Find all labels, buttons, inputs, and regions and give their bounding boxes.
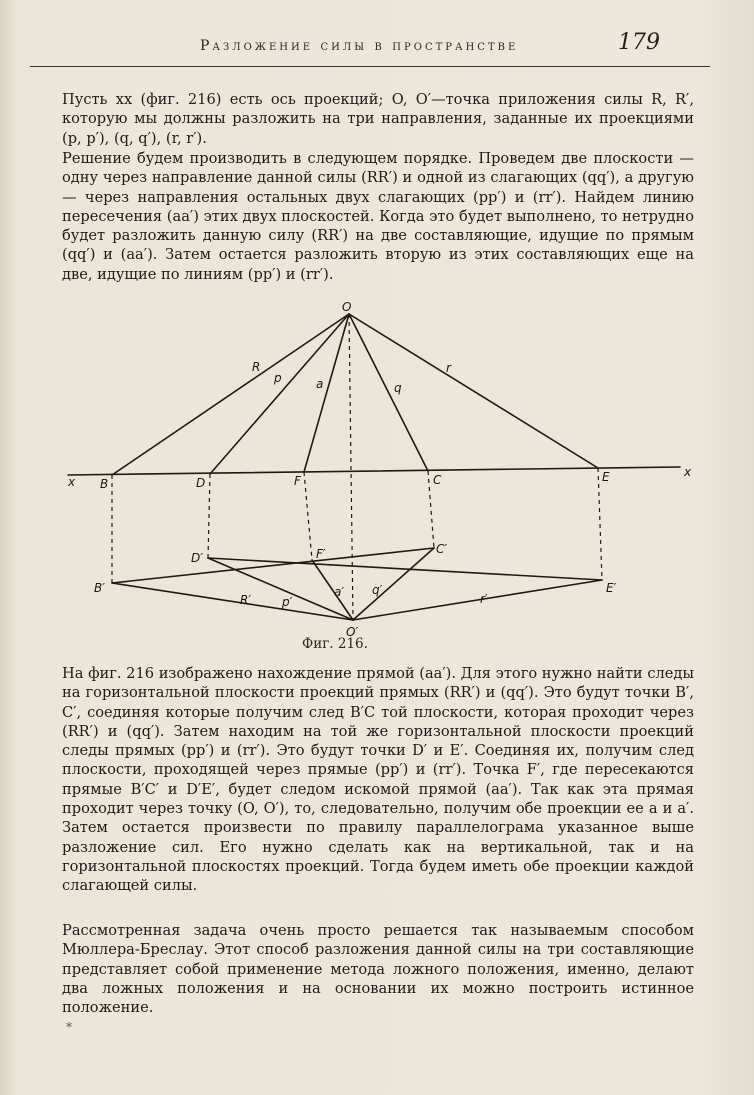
label-r: r: [446, 361, 451, 375]
label-R-prime: R′: [240, 593, 252, 607]
label-O: O: [342, 300, 352, 314]
figure-216-drawing: [50, 300, 710, 662]
label-q: q: [394, 381, 402, 395]
header-rule: [30, 66, 710, 67]
label-C: C: [433, 473, 442, 487]
label-a-prime: a′: [334, 585, 345, 599]
trace-D-E: [208, 558, 602, 580]
footer-mark: *: [66, 1020, 72, 1034]
label-B-prime: B′: [94, 581, 105, 595]
line-O-O-prime: [349, 314, 353, 620]
label-D: D: [196, 476, 206, 490]
paragraph-4: Рассмотренная задача очень просто решается так называемым способом Мюллера-Бреслау. Этот способ разложения данной силы на три составляющие представляет собой применение метода ложного положения, именно, делают два ложных положения и на основании их можно построить истинное положение.: [62, 922, 694, 1017]
label-C-prime: C′: [436, 542, 448, 556]
axis-xx-line: [68, 467, 680, 475]
label-a: a: [316, 377, 324, 391]
label-E-prime: E′: [606, 581, 617, 595]
running-header-title: Разложение силы в пространстве: [200, 38, 519, 54]
paragraph-2: Решение будем производить в следующем порядке. Проведем две плоскости — одну через направление данной силы (RR′) и одной из слагающих (qq′), а другую — через направления остальных двух слагающих (pp′) и (rr′). Найдем линию пересечения (aa′) этих двух плоскостей. Когда это будет выполнено, то нетрудно будет разложить данную силу (RR′) на две составляющие, идущие по прямым (qq′) и (aa′). Затем остается разложить вторую из этих составляющих еще на две, идущие по линиям (pp′) и (rr′).: [62, 150, 694, 283]
trace-B-C: [112, 548, 434, 583]
label-x-right: x: [684, 465, 692, 479]
label-F: F: [294, 474, 301, 488]
label-R: R: [252, 360, 261, 374]
label-p-prime: p′: [282, 595, 293, 609]
label-B: B: [100, 477, 109, 491]
label-F-prime: F′: [316, 547, 326, 561]
line-a: [304, 314, 349, 472]
ordinate-E: [598, 468, 602, 580]
label-x-left: x: [68, 475, 76, 489]
paragraph-3: На фиг. 216 изображено нахождение прямой (aa′). Для этого нужно найти следы на горизонтальной плоскости проекций прямых (RR′) и (qq′). Это будут точки B′, C′, соединяя которые получим след B′C той плоскости, которая проходит через (RR′) и (qq′). Затем находим на той же горизонтальной плоскости проекций следы прямых (pp′) и (rr′). Это будут точки D′ и E′. Соединяя их, получим след плоскости, проходящей через прямые (pp′) и (rr′). Точка F′, где пересекаются прямые B′C′ и D′E′, будет следом искомой прямой (aa′). Так как эта прямая проходит через точку (O, O′), то, следовательно, получим обе проекции ее a и a′. Затем остается произвести по правилу параллелограма указанное выше разложение сил. Его нужно сделать как на вертикальной, так и на горизонтальной плоскостях проекций. Тогда будем иметь обе проекции каждой слагающей силы.: [62, 665, 694, 895]
label-p: p: [274, 371, 282, 385]
label-O-prime: O′: [346, 625, 359, 639]
line-R-prime: [112, 583, 353, 620]
label-D-prime: D′: [191, 551, 203, 565]
page-number: 179: [618, 30, 660, 55]
ordinate-F: [304, 472, 312, 560]
line-r: [349, 314, 598, 468]
ordinate-D: [208, 474, 210, 558]
label-E: E: [602, 470, 610, 484]
label-r-prime: r′: [480, 592, 488, 606]
figure-caption: Фиг. 216.: [302, 636, 368, 652]
paragraph-1: Пусть xx (фиг. 216) есть ось проекций; O, O′—точка приложения силы R, R′, которую мы должны разложить на три направления, заданные их проекциями (p, p′), (q, q′), (r, r′).: [62, 91, 694, 147]
label-q-prime: q′: [372, 583, 383, 597]
figure-216: [50, 300, 710, 662]
